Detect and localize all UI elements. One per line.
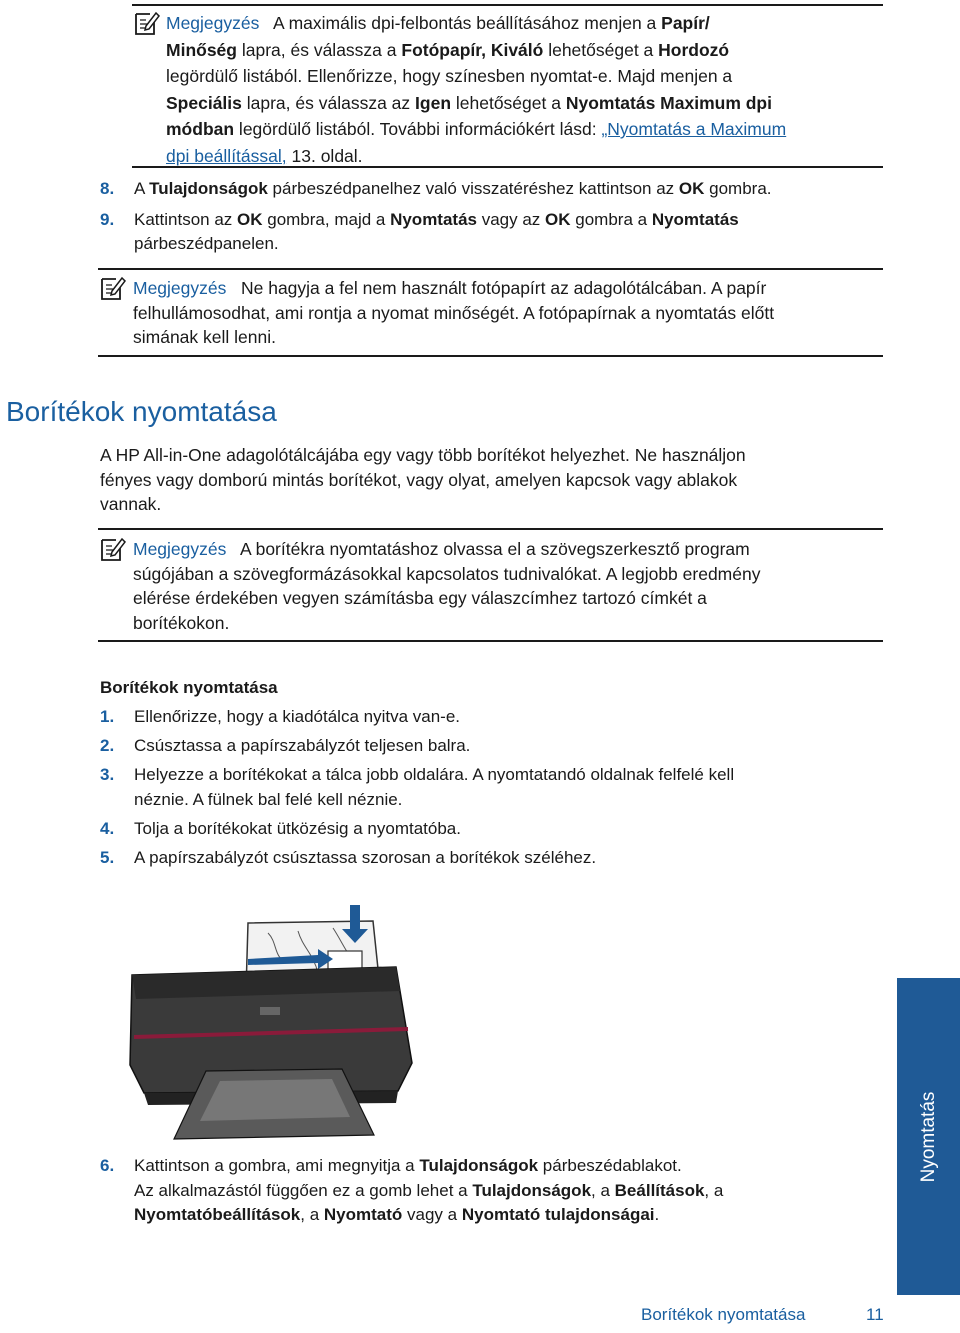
text-run: simának kell lenni. (133, 327, 276, 347)
text-run: súgójában a szövegformázásokkal kapcsolatos tudnivalókat. A legjobb eredmény (133, 563, 761, 584)
bold-run: Hordozó (658, 39, 730, 60)
text-run: gombra a (570, 209, 652, 229)
section-title: Borítékok nyomtatása (6, 396, 277, 427)
text-line (134, 817, 884, 842)
footer-title: Borítékok nyomtatása (641, 1305, 806, 1324)
note-label: Megjegyzés (133, 278, 227, 298)
note3-top-rule (98, 528, 883, 530)
text-run: vannak. (100, 494, 162, 514)
text-run: Az alkalmazástól függően ez a gomb lehet a (134, 1180, 473, 1200)
step-text (134, 705, 884, 730)
text-run: . (654, 1205, 660, 1224)
text-line (134, 1179, 884, 1204)
text-run: Kattintson a gombra, ami megnyitja a (134, 1156, 420, 1175)
text-run: , a (591, 1180, 615, 1200)
note-pencil-icon (134, 10, 160, 36)
subsection-title: Borítékok nyomtatása (100, 678, 278, 697)
side-tab (897, 978, 960, 1295)
text-run: felhullámosodhat, ami rontja a nyomat minőségét. A fotópapírnak a nyomtatás előtt (133, 302, 775, 323)
step-text (134, 846, 884, 871)
text-run: Csúsztassa a papírszabályzót teljesen balra. (134, 736, 471, 755)
text-run: párbeszédpanelen. (134, 234, 279, 253)
text-line (134, 705, 884, 730)
text-line (134, 763, 884, 788)
note-pencil-icon (100, 536, 126, 562)
text-run: gombra, majd a (262, 209, 391, 229)
note-pencil-icon (100, 275, 126, 301)
step-text (134, 763, 884, 812)
text-run: Ne hagyja a fel nem használt fotópapírt az adagolótálcában. A papír (240, 278, 767, 298)
bold-run: OK (237, 209, 263, 229)
text-line (166, 116, 886, 143)
text-line (133, 611, 893, 636)
step-text (134, 177, 884, 202)
bold-run: módban (166, 119, 235, 139)
bold-run: Tulajdonságok (472, 1180, 592, 1200)
text-run: elérése érdekében vegyen számításba egy válaszcímhez tartozó címkét a (133, 588, 707, 608)
text-line (134, 232, 884, 257)
text-line (166, 37, 886, 64)
bold-run: Nyomtató (323, 1205, 403, 1224)
side-tab-label: Nyomtatás (917, 1091, 939, 1182)
text-run: párbeszédablakot. (538, 1156, 682, 1175)
note3-bottom-rule (98, 640, 883, 642)
text-line (134, 177, 884, 202)
text-run: , a (300, 1205, 324, 1224)
bold-run: Nyomtató tulajdonságai (461, 1205, 655, 1224)
note2-top-rule (98, 268, 883, 270)
bold-run: Nyomtatás (390, 209, 477, 229)
step-number: 8. (100, 179, 115, 198)
text-line (134, 734, 884, 759)
step-number: 6. (100, 1156, 115, 1175)
printer-illustration (128, 903, 418, 1145)
note1-bottom-rule (132, 166, 883, 168)
bold-run: Minőség (166, 39, 237, 60)
step-number: 2. (100, 736, 115, 755)
note1-top-rule (132, 4, 883, 6)
step-text (134, 734, 884, 759)
text-run: Kattintson az (134, 209, 238, 229)
text-line (134, 208, 884, 233)
bold-run: Nyomtatás Maximum dpi (565, 92, 772, 113)
text-run: , a (704, 1180, 724, 1200)
text-line (134, 846, 884, 871)
bold-run: Nyomtatás (651, 209, 739, 229)
text-line (133, 586, 893, 611)
bold-run: OK (678, 179, 705, 198)
text-run: vagy a (402, 1205, 462, 1224)
bold-run: Papír/ (661, 13, 710, 33)
spacer (226, 539, 240, 559)
step-text (134, 208, 884, 257)
note2-text (133, 276, 893, 350)
cross-reference-link[interactable]: dpi beállítással, (166, 145, 287, 166)
note-label: Megjegyzés (133, 539, 227, 559)
page-number: 11 (866, 1305, 884, 1324)
text-run: lehetőséget a (543, 39, 659, 60)
step-text (134, 1154, 884, 1228)
bold-run: Igen (415, 92, 452, 113)
text-run: fényes vagy domború mintás borítékot, vagy olyat, amelyen kapcsok vagy ablakok (100, 469, 738, 490)
text-run: A maximális dpi-felbontás beállításához menjen a (273, 13, 662, 33)
text-run: párbeszédpanelhez való visszatéréshez kattintson az (267, 179, 679, 198)
text-line (133, 537, 893, 562)
text-run: lapra, és válassza az (241, 92, 416, 113)
bold-run: OK (545, 209, 571, 229)
text-run: legördülő listából. További információkért lásd: (234, 119, 602, 139)
text-line (133, 276, 893, 301)
step-number: 9. (100, 209, 115, 229)
step-number: 1. (100, 707, 115, 726)
spacer (226, 278, 241, 298)
bold-run: Speciális (166, 92, 242, 113)
text-run: Ellenőrizze, hogy a kiadótálca nyitva van-e. (134, 707, 461, 726)
text-line (133, 325, 893, 350)
text-run: vagy az (477, 209, 546, 229)
bold-run: Tulajdonságok (149, 179, 268, 198)
text-run: gombra. (704, 179, 772, 198)
text-run: lapra, és válassza a (236, 39, 402, 60)
text-run: legördülő listából. Ellenőrizze, hogy színesben nyomtat-e. Majd menjen a (166, 66, 733, 86)
text-run: borítékokon. (133, 612, 230, 633)
text-line (133, 562, 893, 587)
text-line (134, 788, 884, 813)
bold-run: Nyomtatóbeállítások (134, 1205, 301, 1224)
text-run: A (134, 179, 150, 198)
text-line (134, 1203, 884, 1228)
cross-reference-link[interactable]: „Nyomtatás a Maximum (601, 119, 787, 139)
text-line (100, 492, 890, 517)
text-line (100, 468, 890, 493)
text-line (100, 443, 890, 468)
text-run: néznie. A fülnek bal felé kell néznie. (134, 789, 403, 809)
note-label: Megjegyzés (166, 13, 260, 33)
intro-paragraph (100, 443, 890, 517)
text-line (166, 63, 886, 90)
text-line (134, 1154, 884, 1179)
spacer (259, 13, 273, 33)
text-run: 13. oldal. (286, 145, 363, 166)
step-number: 3. (100, 765, 115, 784)
text-run: Tolja a borítékokat ütközésig a nyomtatóba. (134, 818, 461, 838)
text-run: Helyezze a borítékokat a tálca jobb oldalára. A nyomtatandó oldalnak felfelé kell (134, 765, 735, 784)
note3-text (133, 537, 893, 635)
bold-run: Tulajdonságok (419, 1156, 539, 1175)
step-text (134, 817, 884, 842)
bold-run: Beállítások (614, 1180, 705, 1200)
text-run: lehetőséget a (451, 92, 566, 113)
text-line (133, 301, 893, 326)
text-run: A HP All-in-One adagolótálcájába egy vagy több borítékot helyezhet. Ne használjon (100, 445, 746, 465)
text-line (166, 90, 886, 117)
text-run: A borítékra nyomtatáshoz olvassa el a szövegszerkesztő program (240, 539, 750, 559)
text-line (166, 10, 886, 37)
step-number: 4. (100, 818, 115, 838)
note1-text (166, 10, 886, 169)
bold-run: Fotópapír, Kiváló (401, 39, 544, 60)
step-number: 5. (100, 847, 115, 867)
text-run: A papírszabályzót csúsztassa szorosan a borítékok széléhez. (134, 847, 597, 867)
note2-bottom-rule (98, 355, 883, 357)
